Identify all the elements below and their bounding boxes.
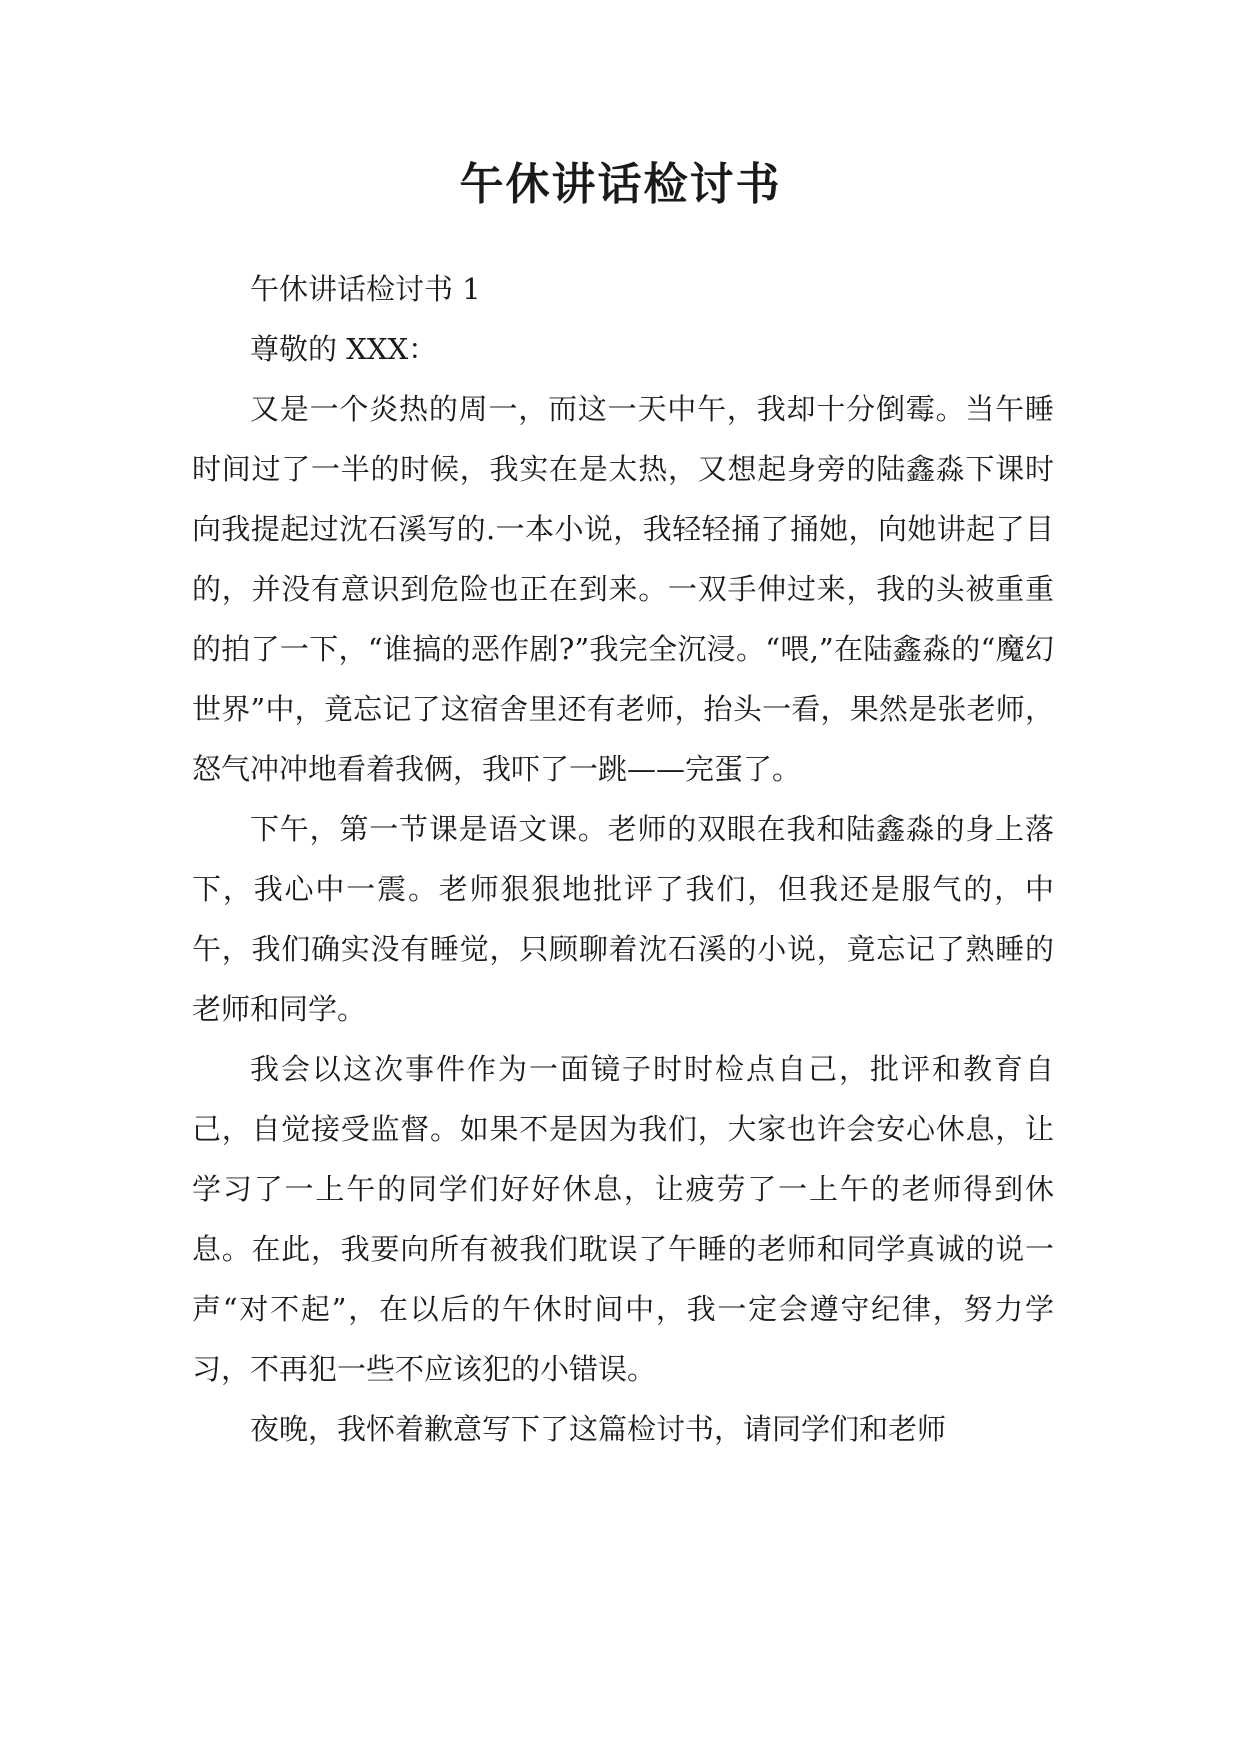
paragraph-evening: 夜晚，我怀着歉意写下了这篇检讨书，请同学们和老师 (250, 1412, 947, 1446)
paragraph-reflection: 我会以这次事件作为一面镜子时时检点自己，批评和教育自己，自觉接受监督。如果不是因为我们，大家也许会安心休息，让学习了一上午的同学们好好休息，让疲劳了一上午的老师得到休息。在此，我要向所有被我们耽误了午睡的老师和同学真诚的说一声“对不起”，在以后的午休时间中，我一定会遵守纪律，努力学习，不再犯一些不应该犯的小错误。 (192, 1052, 1054, 1386)
paragraph-heading: 午休讲话检讨书 1 (250, 272, 481, 306)
paragraph-afternoon: 下午，第一节课是语文课。老师的双眼在我和陆鑫淼的身上落下，我心中一震。老师狠狠地批评了我们，但我还是服气的，中午，我们确实没有睡觉，只顾聊着沈石溪的小说，竟忘记了熟睡的老师和同学。 (192, 812, 1054, 1026)
paragraph-incident: 又是一个炎热的周一，而这一天中午，我却十分倒霉。当午睡时间过了一半的时候，我实在是太热，又想起身旁的陆鑫淼下课时向我提起过沈石溪写的.一本小说，我轻轻捅了捅她，向她讲起了目的，并没有意识到危险也正在到来。一双手伸过来，我的头被重重的拍了一下，“谁搞的恶作剧?”我完全沉浸。“喂,”在陆鑫淼的“魔幻世界”中，竟忘记了这宿舍里还有老师，抬头一看，果然是张老师，怒气冲冲地看着我俩，我吓了一跳——完蛋了。 (192, 392, 1054, 786)
document-title: 午休讲话检讨书 (459, 159, 782, 210)
paragraph-salutation: 尊敬的 XXX： (250, 332, 438, 366)
document-body (192, 259, 1054, 1459)
